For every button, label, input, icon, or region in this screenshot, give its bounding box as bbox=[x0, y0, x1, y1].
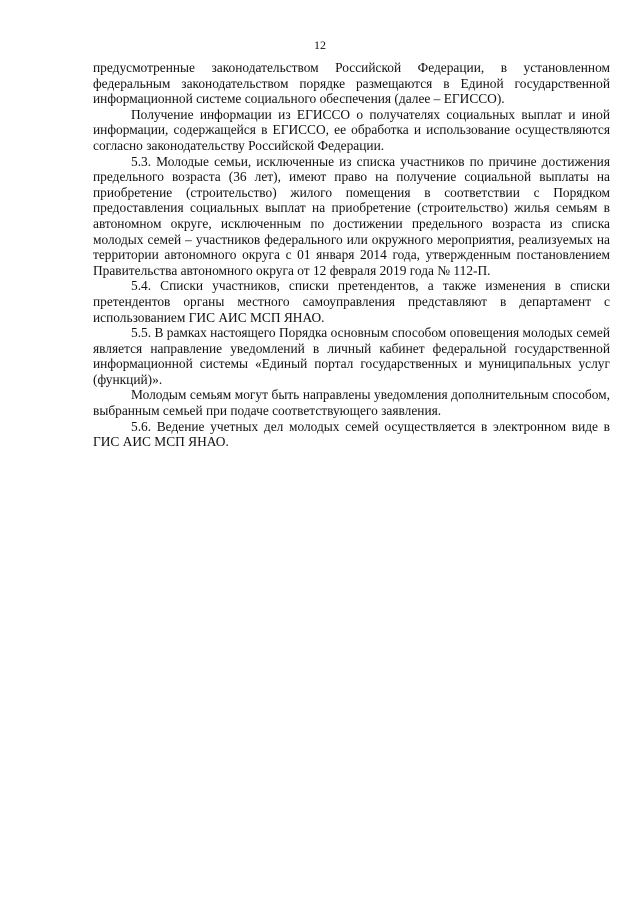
paragraph-5-3: 5.3. Молодые семьи, исключенные из списка участников по причине достижения предельного возраста (36 лет), имеют право на получение социальной выплаты на приобретение (строительство) жилого помещения в соответствии с Порядком предоставления социальных выплат на приобретение (строительство) жилья семьям в автономном округе, исключенным по достижении предельного возраста из списка молодых семей – участников федерального или окружного мероприятия, реализуемых на территории автономного округа с 01 января 2014 года, утвержденным постановлением Правительства автономного округа от 12 февраля 2019 года № 112-П. bbox=[93, 153, 610, 278]
paragraph-egisso-placement: предусмотренные законодательством Российской Федерации, в установленном федеральным законодательством порядке размещаются в Единой государственной информационной системе социального обеспечения (далее – ЕГИССО). bbox=[93, 60, 610, 107]
paragraph-5-5: 5.5. В рамках настоящего Порядка основным способом оповещения молодых семей является направление уведомлений в личный кабинет федеральной государственной информационной системы «Единый портал государственных и муниципальных услуг (функций)». bbox=[93, 325, 610, 387]
paragraph-additional-notification: Молодым семьям могут быть направлены уведомления дополнительным способом, выбранным семьей при подаче соответствующего заявления. bbox=[93, 387, 610, 419]
paragraph-egisso-information: Получение информации из ЕГИССО о получателях социальных выплат и иной информации, содержащейся в ЕГИССО, ее обработка и использование осуществляются согласно законодательству Российской Федерации. bbox=[93, 106, 610, 153]
page-number: 12 bbox=[314, 38, 326, 52]
paragraph-5-6: 5.6. Ведение учетных дел молодых семей осуществляется в электронном виде в ГИС АИС МСП ЯНАО. bbox=[93, 418, 610, 450]
document-body bbox=[93, 60, 610, 450]
paragraph-5-4: 5.4. Списки участников, списки претендентов, а также изменения в списки претендентов органы местного самоуправления представляют в департамент с использованием ГИС АИС МСП ЯНАО. bbox=[93, 278, 610, 325]
